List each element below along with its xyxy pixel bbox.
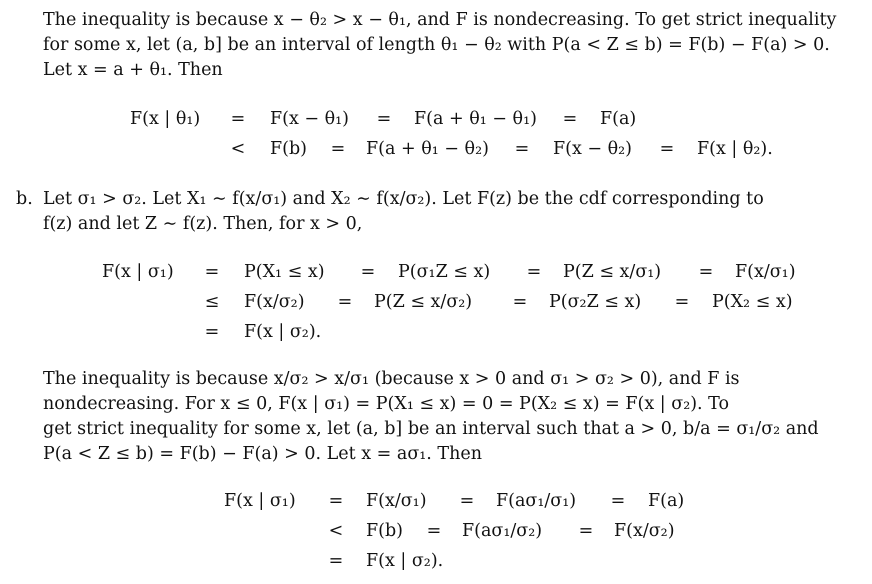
eq-lhs: F(x | σ₁) [224,491,296,511]
eq-term: P(X₁ ≤ x) [244,262,325,282]
text-line: Let x = a + θ₁. Then [43,60,223,80]
eq-relation: = [659,139,675,159]
eq-relation: = [230,109,246,129]
eq-relation: = [698,262,714,282]
text-line: for some x, let (a, b] be an interval of length θ₁ − θ₂ with P(a < Z ≤ b) = F(b) − F(a) > 0. [43,35,830,55]
equation-row [0,259,872,285]
eq-relation: = [328,551,344,571]
eq-relation: = [360,262,376,282]
equation-row [0,518,872,544]
eq-term: F(a + θ₁ − θ₁) [414,109,537,129]
eq-term: F(a + θ₁ − θ₂) [366,139,489,159]
eq-term: F(aσ₁/σ₂) [462,521,543,541]
eq-relation: = [204,262,220,282]
eq-relation: = [328,491,344,511]
eq-relation: = [578,521,594,541]
text-line: f(z) and let Z ∼ f(z). Then, for x > 0, [43,214,363,234]
eq-relation: = [330,139,346,159]
text-line: The inequality is because x/σ₂ > x/σ₁ (because x > 0 and σ₁ > σ₂ > 0), and F is [43,369,740,389]
eq-term: F(aσ₁/σ₁) [496,491,577,511]
eq-relation: = [526,262,542,282]
eq-term: F(x | σ₂). [244,322,322,342]
eq-term: F(x/σ₂) [614,521,675,541]
eq-term: F(b) [270,139,307,159]
equation-row [0,289,872,315]
eq-term: F(x/σ₁) [735,262,796,282]
eq-term: P(σ₁Z ≤ x) [398,262,491,282]
eq-relation: = [337,292,353,312]
part-b-intro [43,187,868,237]
part-b-label: b. [16,189,33,209]
eq-term: P(Z ≤ x/σ₂) [374,292,473,312]
eq-term: P(Z ≤ x/σ₁) [563,262,662,282]
eq-term: P(σ₂Z ≤ x) [549,292,642,312]
text-line: Let σ₁ > σ₂. Let X₁ ∼ f(x/σ₁) and X₂ ∼ f(x/σ₂). Let F(z) be the cdf corresponding to [43,189,764,209]
eq-term: F(a) [600,109,637,129]
equation-row [0,136,872,162]
eq-lhs: F(x | θ₁) [130,109,201,129]
eq-relation: = [376,109,392,129]
eq-relation: ≤ [204,292,220,312]
part-b-paragraph [43,367,868,467]
eq-term: F(x/σ₁) [366,491,427,511]
eq-relation: = [514,139,530,159]
text-line: P(a < Z ≤ b) = F(b) − F(a) > 0. Let x = aσ₁. Then [43,444,482,464]
equation-row [0,106,872,132]
eq-relation: < [328,521,344,541]
equation-row [0,319,872,345]
eq-term: F(x | σ₂). [366,551,444,571]
text-line: get strict inequality for some x, let (a, b] be an interval such that a > 0, b/a = σ₁/σ₂ and [43,419,819,439]
eq-term: P(X₂ ≤ x) [712,292,793,312]
text-line: The inequality is because x − θ₂ > x − θ₁, and F is nondecreasing. To get strict inequality [43,10,837,30]
eq-term: F(x − θ₂) [553,139,633,159]
part-a-equations [0,106,872,162]
eq-relation: = [204,322,220,342]
eq-relation: = [562,109,578,129]
eq-relation: = [426,521,442,541]
part-a-paragraph [43,8,868,83]
eq-relation: = [512,292,528,312]
text-line: nondecreasing. For x ≤ 0, F(x | σ₁) = P(X₁ ≤ x) = 0 = P(X₂ ≤ x) = F(x | σ₂). To [43,394,730,414]
eq-relation: = [610,491,626,511]
eq-lhs: F(x | σ₁) [102,262,174,282]
part-b-equations-2 [0,488,872,574]
part-b-equations-1 [0,259,872,345]
equation-row [0,488,872,514]
eq-relation: < [230,139,246,159]
eq-term: F(x | θ₂). [697,139,773,159]
eq-term: F(x/σ₂) [244,292,305,312]
eq-term: F(a) [648,491,685,511]
eq-relation: = [459,491,475,511]
eq-relation: = [674,292,690,312]
eq-term: F(x − θ₁) [270,109,350,129]
eq-term: F(b) [366,521,403,541]
equation-row [0,548,872,574]
